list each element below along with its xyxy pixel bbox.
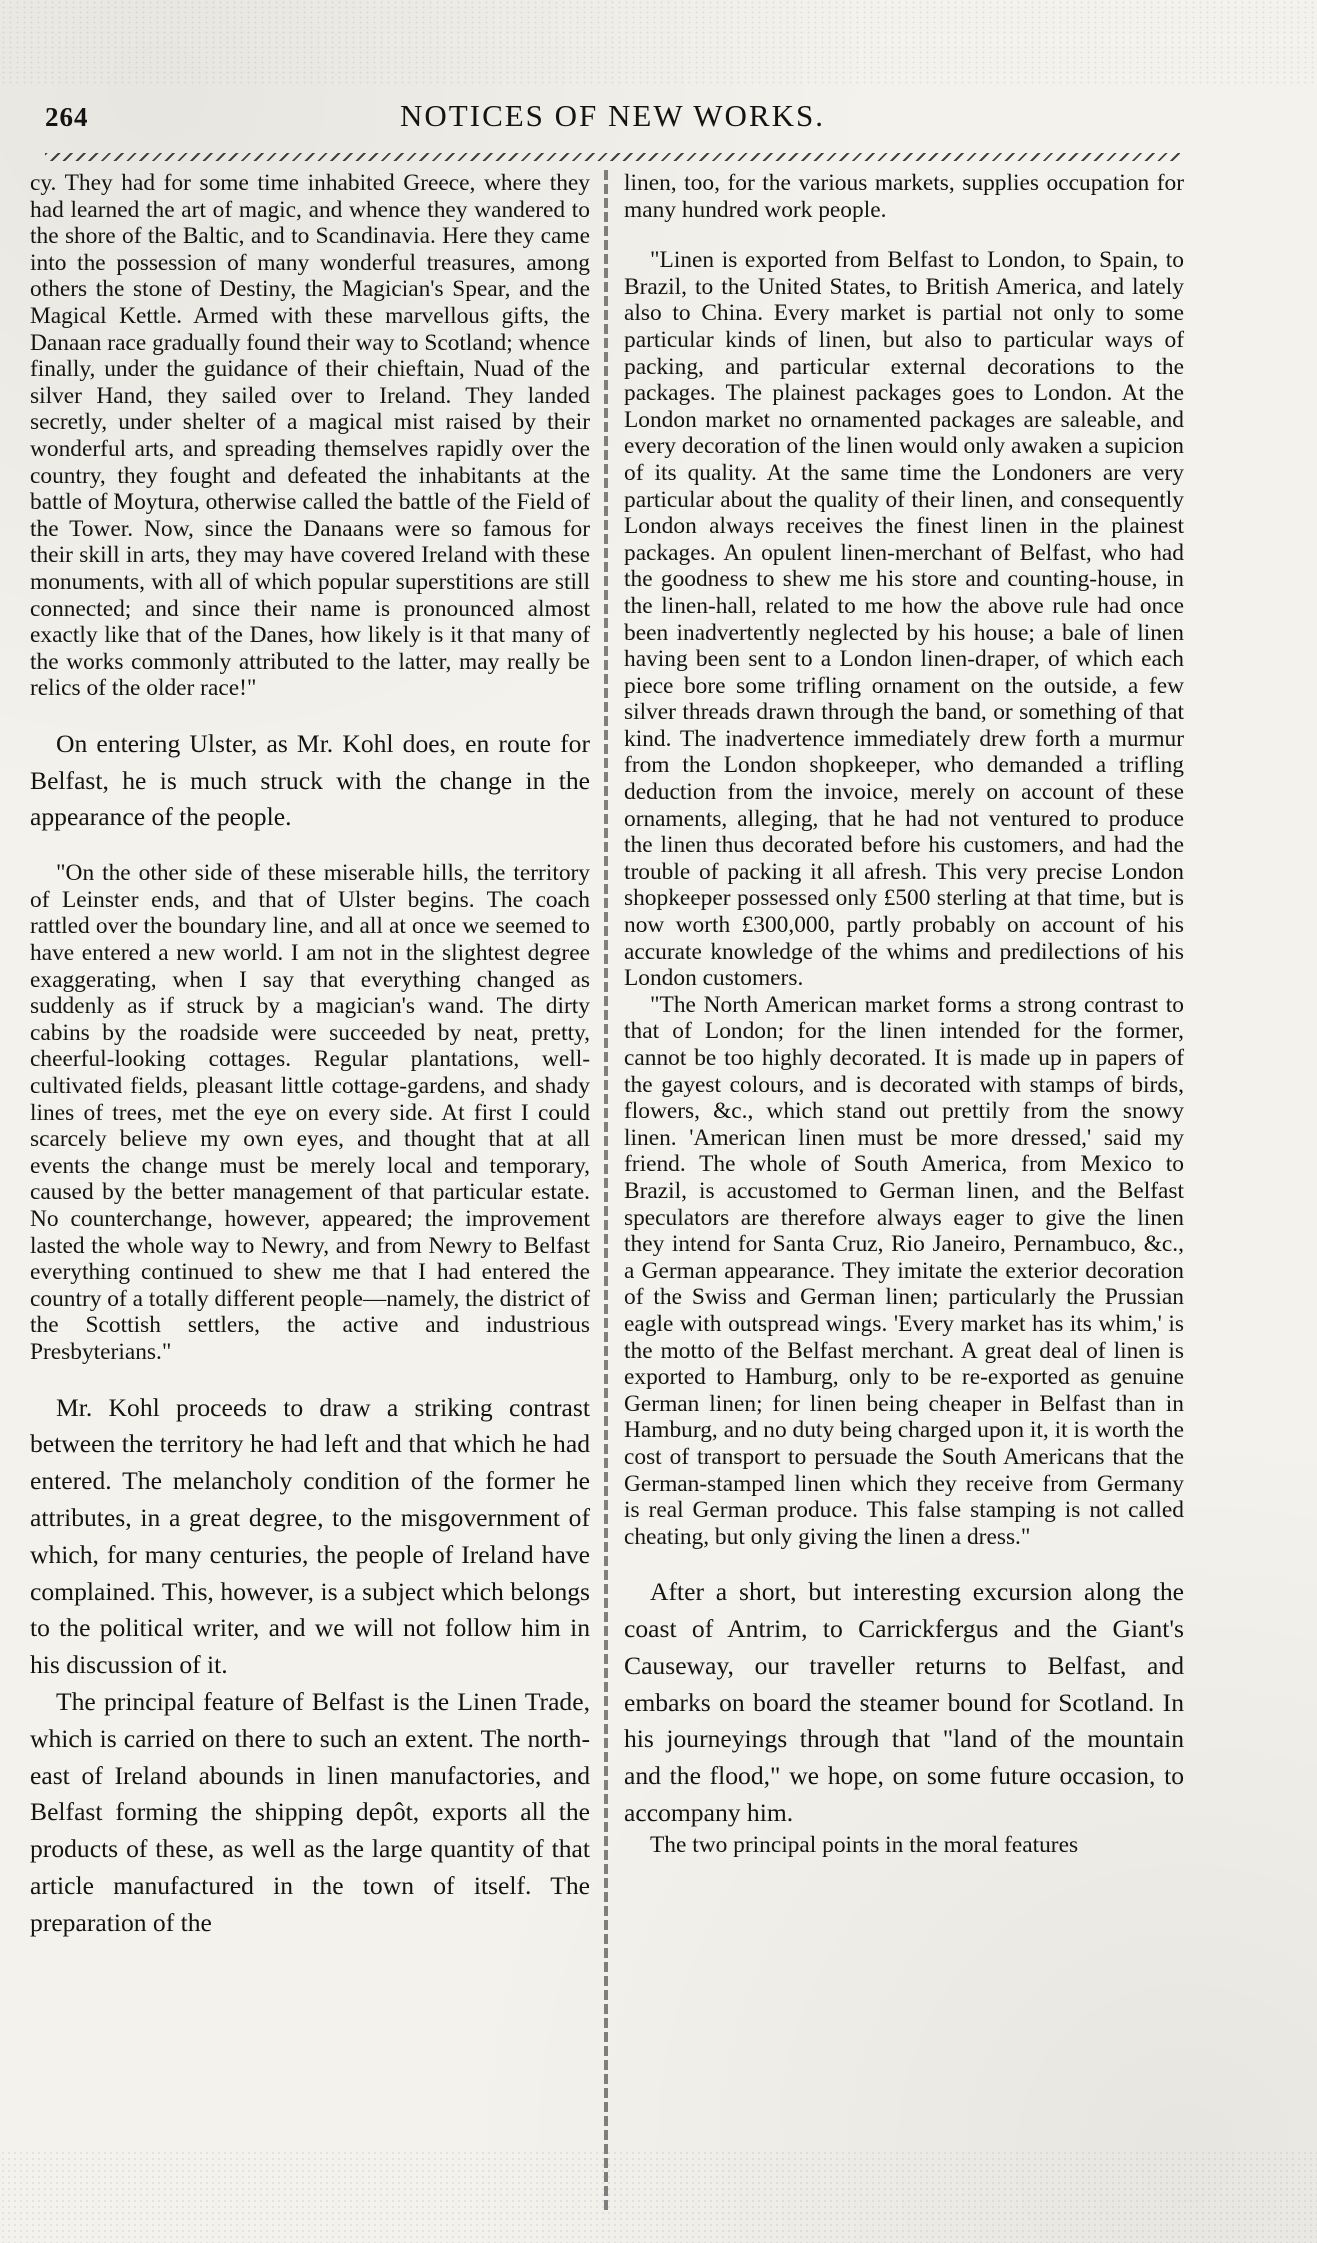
running-title: NOTICES OF NEW WORKS.	[400, 98, 825, 133]
quoted-paragraph: "The North American market forms a strong contrast to that of London; for the linen intended for the former, cannot be too highly decorated. It is made up in papers of the gayest colours, and is decorated with stamps of birds, flowers, &c., which stand out prettily from the snowy linen. 'American linen must be more dressed,' said my friend. The whole of South America, from Mexico to Brazil, is accustomed to German linen, and the Belfast speculators are therefore always eager to give the linen they intend for Santa Cruz, Rio Janeiro, Pernambuco, &c., a German appearance. They imitate the exterior decoration of the Swiss and German linen; particularly the Prussian eagle with outspread wings. 'Every market has its whim,' is the motto of the Belfast merchant. A great deal of linen is exported to Hamburg, only to be re-exported as genuine German linen; for linen being cheaper in Belfast than in Hamburg, and no duty being charged upon it, it is worth the cost of transport to persuade the South Americans that the German-stamped linen which they receive from Germany is real German produce. This false stamping is not called cheating, but only giving the linen a dress."	[624, 991, 1184, 1550]
paper-speckle-top	[0, 0, 1317, 85]
paragraph: On entering Ulster, as Mr. Kohl does, en route for Belfast, he is much struck with the change in the appearance of the people.	[30, 728, 590, 832]
page-header	[45, 96, 1180, 146]
right-column	[624, 170, 1184, 1858]
quoted-paragraph: "On the other side of these miserable hills, the territory of Leinster ends, and that of Ulster begins. The coach rattled over the boundary line, and all at once we seemed to have entered a new world. I am not in the slightest degree exaggerating, when I say that everything changed as suddenly as if struck by a magician's wand. The dirty cabins by the roadside were succeeded by neat, pretty, cheerful-looking cottages. Regular plantations, well-cultivated fields, pleasant little cottage-gardens, and shady lines of trees, met the eye on every side. At first I could scarcely believe my own eyes, and thought that at all events the change must be merely local and temporary, caused by the better management of that particular estate. No counterchange, however, appeared; the improvement lasted the whole way to Newry, and from Newry to Belfast everything continued to shew me that I had entered the country of a totally different people—namely, the district of the Scottish settlers, the active and industrious Presbyterians."	[30, 860, 590, 1365]
left-column	[30, 170, 590, 1942]
column-divider	[604, 170, 608, 2210]
quoted-paragraph: "Linen is exported from Belfast to London, to Spain, to Brazil, to the United States, to British America, and lately also to China. Every market is partial not only to some particular kinds of linen, but also to particular ways of packing, and particular external decorations to the packages. The plainest packages goes to London. At the London market no ornamented packages are saleable, and every decoration of the linen would only awaken a supicion of its quality. At the same time the Londoners are very particular about the quality of their linen, and consequently London always receives the finest linen in the plainest packages. An opulent linen-merchant of Belfast, who had the goodness to shew me his store and counting-house, in the linen-hall, related to me how the above rule had once been inadvertently neglected by his house; a bale of linen having been sent to a London linen-draper, of which each piece bore some trifling ornament on the outside, a few silver threads drawn through the band, or something of that kind. The inadvertence immediately drew forth a murmur from the London shopkeeper, who demanded a trifling deduction from the invoice, merely on account of these ornaments, alleging, that he had not ventured to produce the linen thus decorated before his customers, and had the trouble of packing it all afresh. This very precise London shopkeeper possessed only £500 sterling at that time, but is now worth £300,000, partly probably on account of his accurate knowledge of the whims and predilections of his London customers.	[624, 247, 1184, 992]
paragraph: cy. They had for some time inhabited Greece, where they had learned the art of magic, and whence they wandered to the shore of the Baltic, and to Scandinavia. Here they came into the possession of many wonderful treasures, among others the stone of Destiny, the Magician's Spear, and the Magical Kettle. Armed with these marvellous gifts, the Danaan race gradually found their way to Scotland; whence finally, under the guidance of their chieftain, Nuad of the silver Hand, they sailed over to Ireland. They landed secretly, under shelter of a magical mist raised by their wonderful arts, and spreading themselves rapidly over the country, they fought and defeated the inhabitants at the battle of Moytura, otherwise called the battle of the Field of the Tower. Now, since the Danaans were so famous for their skill in arts, they may have covered Ireland with these monuments, with all of which popular superstitions are still connected; and since their name is pronounced almost exactly like that of the Danes, how likely is it that many of the works commonly attributed to the latter, may really be relics of the older race!"	[30, 170, 590, 702]
paragraph: linen, too, for the various markets, supplies occupation for many hundred work people.	[624, 170, 1184, 223]
paragraph: The principal feature of Belfast is the Linen Trade, which is carried on there to such an extent. The north-east of Ireland abounds in linen manufactories, and Belfast forming the shipping depôt, exports all the products of these, as well as the large quantity of that article manufactured in the town of itself. The preparation of the	[30, 1686, 590, 1937]
paragraph: After a short, but interesting excursion along the coast of Antrim, to Carrickfergus and the Giant's Causeway, our traveller returns to Belfast, and embarks on board the steamer bound for Scotland. In his journeyings through that "land of the mountain and the flood," we hope, on some future occasion, to accompany him.	[624, 1577, 1184, 1828]
header-rule	[45, 153, 1180, 161]
paper-speckle-bottom	[0, 2150, 1317, 2243]
paragraph: Mr. Kohl proceeds to draw a striking contrast between the territory he had left and that which he had entered. The melancholy condition of the former he attributes, in a great degree, to the misgovernment of which, for many centuries, the people of Ireland have complained. This, however, is a subject which belongs to the political writer, and we will not follow him in his discussion of it.	[30, 1392, 590, 1680]
page-number: 264	[45, 102, 89, 132]
paragraph: The two principal points in the moral features	[650, 1831, 1079, 1858]
